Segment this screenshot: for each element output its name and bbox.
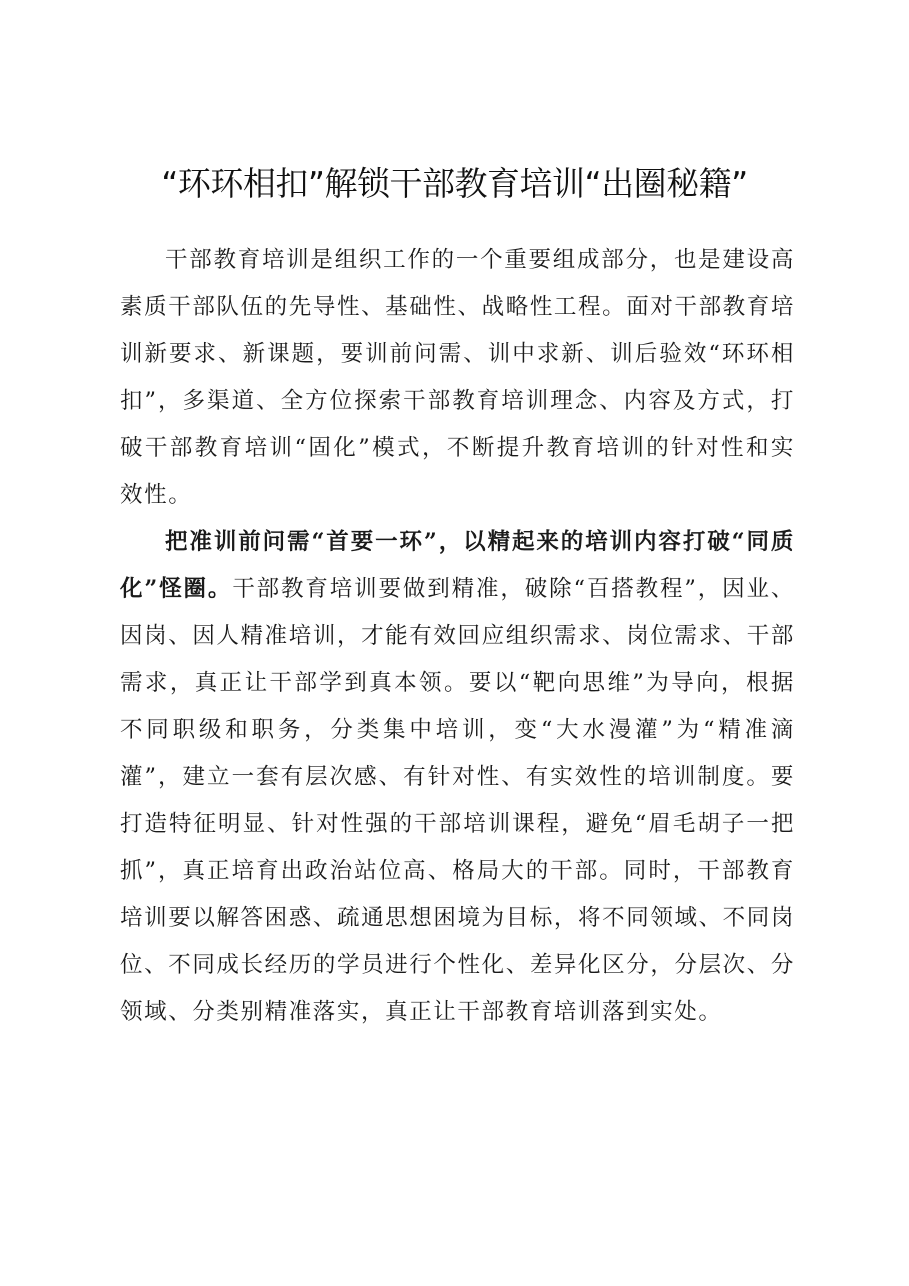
document-body <box>120 237 795 1036</box>
paragraph-body-text: 干部教育培训要做到精准，破除“百搭教程”，因业、因岗、因人精准培训，才能有效回应组织需求、岗位需求、干部需求，真正让干部学到真本领。要以“靶向思维”为导向，根据不同职级和职务，分类集中培训，变“大水漫灌”为“精准滴灌”，建立一套有层次感、有针对性、有实效性的培训制度。要打造特征明显、针对性强的干部培训课程，避免“眉毛胡子一把抓”，真正培育出政治站位高、格局大的干部。同时，干部教育培训要以解答困惑、疏通思想困境为目标，将不同领域、不同岗位、不同成长经历的学员进行个性化、差异化区分，分层次、分领域、分类别精准落实，真正让干部教育培训落到实处。 <box>120 576 795 1025</box>
document-title: “环环相扣”解锁干部教育培训“出圈秘籍” <box>161 164 748 203</box>
paragraph-lead-heading: 把准训前问需“首要一环”，以精起来的培训内容打破“同质化”怪圈。 <box>120 529 795 602</box>
paragraph-first-point <box>120 519 795 1036</box>
paragraph-intro: 干部教育培训是组织工作的一个重要组成部分，也是建设高素质干部队伍的先导性、基础性、战略性工程。面对干部教育培训新要求、新课题，要训前问需、训中求新、训后验效“环环相扣”，多渠道、全方位探索干部教育培训理念、内容及方式，打破干部教育培训“固化”模式，不断提升教育培训的针对性和实效性。 <box>120 247 795 508</box>
